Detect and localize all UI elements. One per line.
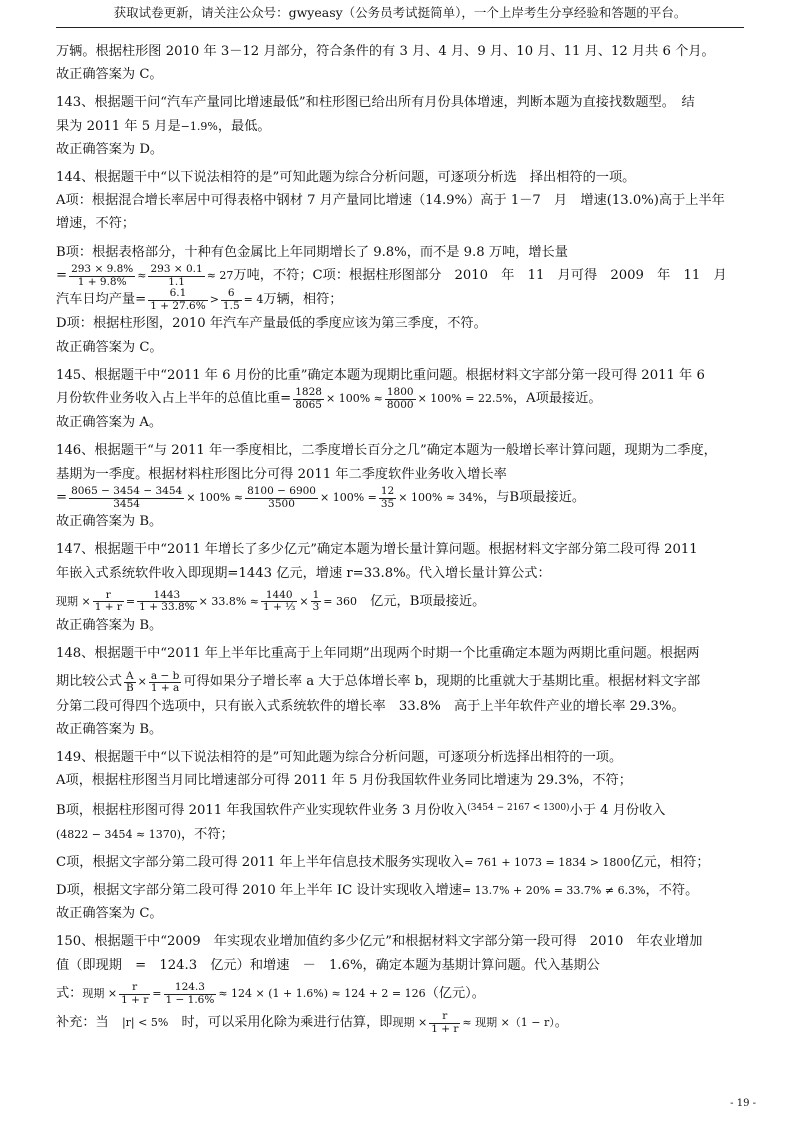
question-146: 146、根据题干“与 2011 年一季度相比，二季度增长百分之几”确定本题为一般增长率计算问题，现期为二季度，: [56, 443, 717, 459]
fraction: $\frac{8100 - 6900}{3500}$: [247, 485, 316, 510]
fraction: $\frac{6.1}{1 + 27.6\%}$: [150, 287, 206, 312]
answer-line: 故正确答案为 A。: [56, 415, 163, 431]
answer-line: 故正确答案为 C。: [56, 906, 163, 922]
math-expression: = 13.7% + 20% = 33.7% ≠ 6.3%: [461, 884, 646, 898]
answer-line: 故正确答案为 B。: [56, 617, 163, 633]
text-line: 月份软件业务收入占上半年的总值比重= $\frac{1828}{8065}$ × 100% ≈ $\frac{1800}{8000}$ × 100% = 22.5%，A项最接近。: [56, 386, 602, 411]
text-line: 万辆。根据柱形图 2010 年 3－12 月部分，符合条件的有 3 月、4 月、9 月、10 月、11 月、12 月共 6 个月。: [56, 44, 715, 59]
question-150: 150、根据题干中“2009 年实现农业增加值约多少亿元”和根据材料文字部分第一段可得 2010 年农业增加: [56, 934, 703, 950]
fraction: $\frac{12}{35}$: [380, 485, 395, 510]
text-line: 年嵌入式系统软件收入即现期=1443 亿元，增速 r=33.8%。代入增长量计算公式：: [56, 565, 551, 581]
text-line: 基期为一季度。根据材料柱形图比分可得 2011 年二季度软件业务收入增长率: [56, 466, 507, 482]
fraction: $\frac{r}{1 + r}$: [431, 1010, 459, 1035]
text-line: (4822 − 3454 ≈ 1370)，不符；: [56, 826, 234, 842]
text-line: = $\frac{8065 - 3454 - 3454}{3454}$ × 100% ≈ $\frac{8100 - 6900}{3500}$ × 100% = $\frac{12}{35}$ × 100% ≈ 34%，与B项最接近。: [56, 485, 586, 510]
fraction: $\frac{1800}{8000}$: [386, 386, 414, 411]
question-144: 144、根据题干中“以下说法相符的是”可知此题为综合分析问题，可逐项分析选 择出相符的一项。: [56, 170, 636, 186]
option-d: D项，根据文字部分第二段可得 2010 年上半年 IC 设计实现收入增速= 13.7% + 20% = 33.7% ≠ 6.3%，不符。: [56, 883, 699, 899]
fraction: $\frac{r}{1 + r}$: [94, 588, 122, 614]
fraction: $\frac{293 \times 0.1}{1.1}$: [150, 263, 203, 288]
math-expression: −1.9%: [180, 119, 218, 133]
fraction: $\frac{1}{3}$: [312, 588, 320, 614]
question-143: 143、根据题干问“汽车产量同比增速最低”和柱形图已给出所有月份具体增速，判断本题为直接找数题型。 结: [56, 95, 695, 111]
supplement-line: 补充：当 |r| < 5% 时，可以采用化除为乘进行估算，即现期 × $\frac{r}{1 + r}$ ≈ 现期 ×（1 − r）。: [56, 1010, 568, 1035]
option-c: C项，根据文字部分第二段可得 2011 年上半年信息技术服务实现收入= 761 + 1073 = 1834 > 1800亿元，相符；: [56, 854, 710, 870]
page-header: 获取试卷更新，请关注公众号：gwyeasy（公务员考试挺简单），一个上岸考生分享经验和答题的平台。: [113, 5, 687, 20]
answer-line: 故正确答案为 C。: [56, 339, 163, 355]
header-rule: [56, 27, 744, 28]
text-line: 果为 2011 年 5 月是−1.9%，最低。: [56, 118, 271, 134]
fraction: $\frac{124.3}{1 - 1.6\%}$: [165, 981, 215, 1006]
answer-line: 故正确答案为 D。: [56, 141, 164, 157]
text-line: 期比较公式 $\frac{A}{B}$ × $\frac{a - b}{1 + a}$ 可得如果分子增长率 a 大于总体增长率 b，现期的比重就大于基期比重。根据材料文字部: [56, 669, 701, 695]
text-line: 增速，不符；: [56, 216, 136, 232]
answer-line: 故正确答案为 B。: [56, 514, 163, 530]
page-content: [56, 40, 752, 1035]
fraction: $\frac{1828}{8065}$: [295, 386, 322, 411]
text-line: 式：现期 × $\frac{r}{1 + r}$ = $\frac{124.3}{1 - 1.6\%}$ ≈ 124 × (1 + 1.6%) ≈ 124 + 2 = 126（亿元）。: [56, 981, 485, 1006]
question-145: 145、根据题干中“2011 年 6 月份的比重”确定本题为现期比重问题。根据材料文字部分第一段可得 2011 年 6: [56, 367, 705, 383]
text-line: 汽车日均产量= $\frac{6.1}{1 + 27.6\%}$ > $\frac{6}{1.5}$ = 4万辆，相符；: [56, 287, 343, 312]
text-line: = $\frac{293 \times 9.8\%}{1 + 9.8\%}$ ≈ $\frac{293 \times 0.1}{1.1}$ ≈ 27万吨，不符；C项：根据柱形图部分 2010 年 11 月可得 2009 年 11 月: [56, 263, 727, 288]
fraction: $\frac{6}{1.5}$: [222, 287, 240, 312]
option-b: B项，根据柱形图可得 2011 年我国软件产业实现软件业务 3 月份收入$^{(3454 - 2167 < 1300)}$小于 4 月份收入: [56, 803, 666, 819]
fraction: $\frac{r}{1 + r}$: [121, 981, 149, 1006]
answer-line: 故正确答案为 C。: [56, 67, 163, 83]
page-number: - 19 -: [730, 1098, 756, 1109]
fraction: $\frac{293 \times 9.8\%}{1 + 9.8\%}$: [71, 263, 134, 288]
fraction: $\frac{1440}{\text{1 + ⅓}}$: [263, 588, 296, 614]
math-expression: (3454 − 2167 < 1300): [467, 803, 570, 814]
fraction: $\frac{1443}{1 + 33.8\%}$: [139, 588, 195, 614]
text-line: 值（即现期 = 124.3 亿元）和增速 － 1.6%，确定本题为基期计算问题。代入基期公: [56, 957, 600, 973]
question-147: 147、根据题干中“2011 年增长了多少亿元”确定本题为增长量计算问题。根据材料文字部分第二段可得 2011: [56, 542, 698, 558]
fraction: $\frac{A}{B}$: [125, 669, 134, 695]
text-line: 分第二段可得四个选项中，只有嵌入式系统软件的增长率 33.8% 高于上半年软件产业的增长率 29.3%。: [56, 698, 685, 714]
option-a: A项，根据柱形图当月同比增速部分可得 2011 年 5 月份我国软件业务同比增速为 29.3%，不符；: [56, 773, 632, 789]
fraction: $\frac{8065 - 3454 - 3454}{3454}$: [71, 485, 183, 510]
option-d: D项：根据柱形图，2010 年汽车产量最低的季度应该为第三季度，不符。: [56, 316, 487, 332]
math-expression: |r| < 5%: [121, 1016, 169, 1030]
question-148: 148、根据题干中“2011 年上半年比重高于上年同期”出现两个时期一个比重确定本题为两期比重问题。根据两: [56, 646, 700, 662]
option-b: B项：根据表格部分，十种有色金属比上年同期增长了 9.8%，而不是 9.8 万吨，增长量: [56, 244, 568, 260]
math-expression: = 761 + 1073 = 1834 > 1800: [464, 855, 631, 869]
answer-line: 故正确答案为 B。: [56, 721, 163, 737]
text-line: 现期 × $\frac{r}{1 + r}$ = $\frac{1443}{1 + 33.8\%}$ × 33.8% ≈ $\frac{1440}{\text{1 + ⅓}}$ × $\frac{1}{3}$ = 360 亿元，B项最接近。: [56, 588, 486, 614]
option-a: A项：根据混合增长率居中可得表格中钢材 7 月产量同比增速（14.9%）高于 1－7 月 增速(13.0%)高于上半年: [56, 193, 725, 209]
math-expression: (4822 − 3454 ≈ 1370): [56, 827, 181, 841]
question-149: 149、根据题干中“以下说法相符的是”可知此题为综合分析问题，可逐项分析选择出相符的一项。: [56, 750, 623, 766]
fraction: $\frac{a - b}{1 + a}$: [150, 669, 180, 695]
